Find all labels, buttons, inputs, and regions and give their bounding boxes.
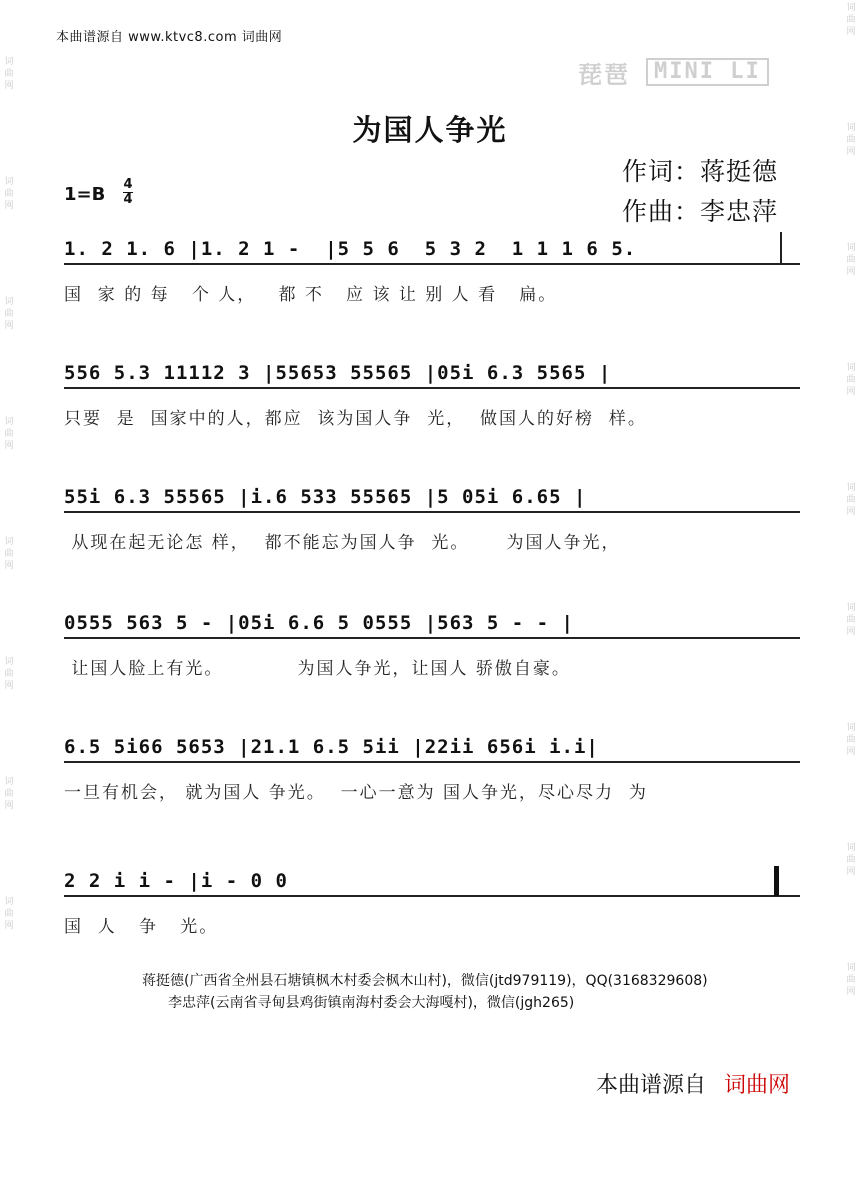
watermark-text: 词 曲 网: [846, 483, 856, 517]
notation-row: 556 5.3 11112 3 |55653 55565 |05i 6.3 5565 |: [64, 362, 800, 389]
composer-credit: 作曲：李忠萍: [622, 197, 779, 226]
watermark-text: 词 曲 网: [4, 417, 14, 451]
meter-top: 4: [123, 177, 133, 192]
source-site: 词曲网: [724, 1073, 791, 1098]
composer-contact: 李忠萍(云南省寻甸县鸡街镇南海村委会大海嘎村)，微信(jgh265): [168, 995, 575, 1011]
publisher-badge: [578, 58, 769, 89]
watermark-text: 词 曲 网: [4, 657, 14, 691]
watermark-text: 词 曲 网: [4, 777, 14, 811]
time-signature: [123, 178, 133, 207]
watermark-text: 词 曲 网: [4, 537, 14, 571]
watermark-text: 词 曲 网: [846, 603, 856, 637]
watermark-text: 词 曲 网: [846, 123, 856, 157]
source-note-bottom: [596, 1068, 790, 1099]
watermark-text: 词 曲 网: [846, 963, 856, 997]
source-note-top: 本曲谱源自 www.ktvc8.com 词曲网: [56, 30, 283, 45]
song-title: 为国人争光: [352, 113, 508, 147]
final-bar-line: [774, 866, 779, 896]
notation-row: 55i 6.3 55565 |i.6 533 55565 |5 05i 6.65 |: [64, 486, 800, 513]
side-watermark-left: [2, 56, 16, 1186]
meter-bottom: 4: [123, 192, 133, 207]
lyrics-row: 让国人脸上有光。 为国人争光，让国人 骄傲自豪。: [64, 659, 571, 679]
lyrics-row: 从现在起无论怎 样， 都不能忘为国人争 光。 为国人争光，: [64, 533, 621, 553]
badge-english: MINI LI: [646, 58, 769, 86]
key-signature: 1=B: [64, 184, 106, 205]
watermark-text: 词 曲 网: [4, 177, 14, 211]
lyrics-row: 国 家 的 每 个 人， 都 不 应 该 让 别 人 看 扁。: [64, 285, 558, 305]
notation-row: 0555 563 5 - |05i 6.6 5 0555 |563 5 - - |: [64, 612, 800, 639]
lyrics-row: 一旦有机会， 就为国人 争光。 一心一意为 国人争光，尽心尽力 为: [64, 783, 648, 803]
bar-line: [780, 232, 782, 264]
lyricist-contact: 蒋挺德(广西省全州县石塘镇枫木村委会枫木山村)，微信(jtd979119)，QQ(3168329608): [142, 973, 708, 989]
watermark-text: 词 曲 网: [846, 243, 856, 277]
notation-row: 6.5 5i66 5653 |21.1 6.5 5ii |22ii 656i i.i|: [64, 736, 800, 763]
watermark-text: 词 曲 网: [4, 57, 14, 91]
lyrics-row: 国 人 争 光。: [64, 917, 219, 937]
watermark-text: 词 曲 网: [4, 297, 14, 331]
watermark-text: 词 曲 网: [846, 843, 856, 877]
watermark-text: 词 曲 网: [846, 363, 856, 397]
badge-chinese: 琵琶: [578, 60, 630, 89]
source-label: 本曲谱源自: [596, 1073, 707, 1098]
lyrics-row: 只要 是 国家中的人，都应 该为国人争 光， 做国人的好榜 样。: [64, 409, 647, 429]
notation-row: 2 2 i i - |i - 0 0: [64, 870, 800, 897]
lyricist-credit: 作词：蒋挺德: [622, 157, 779, 186]
side-watermark-right: [844, 2, 858, 1132]
watermark-text: 词 曲 网: [846, 723, 856, 757]
watermark-text: 词 曲 网: [4, 897, 14, 931]
notation-row: 1. 2 1. 6 |1. 2 1 - |5 5 6 5 3 2 1 1 1 6 5.: [64, 238, 800, 265]
watermark-text: 词 曲 网: [846, 3, 856, 37]
